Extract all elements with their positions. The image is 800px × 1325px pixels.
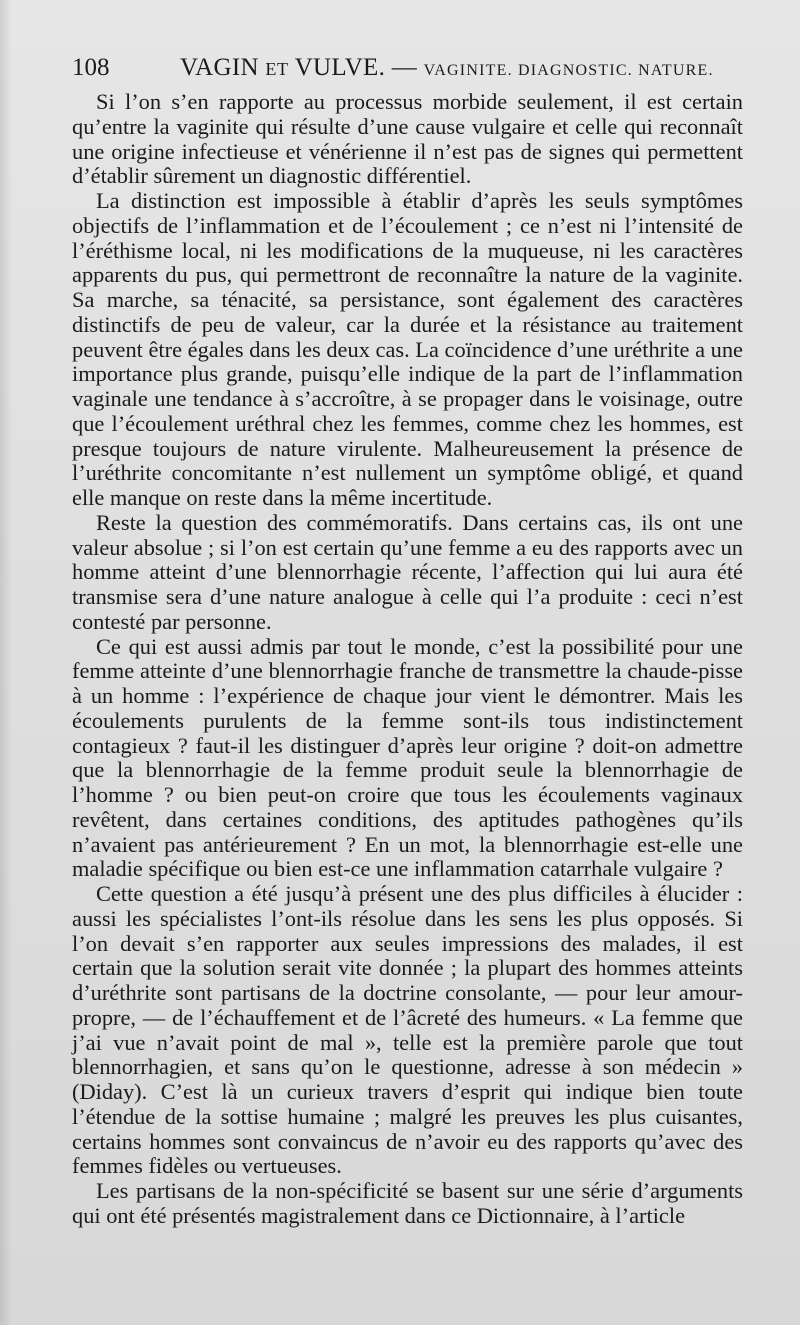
running-head-dash: —: [391, 54, 418, 81]
running-head-title-part2: VULVE.: [294, 54, 386, 81]
paragraph-3: Reste la question des commémoratifs. Dans certains cas, ils ont une valeur absolue ; si l’on est certain qu’une femme a eu des rapports avec un homme atteint d’une blennorrhagie récente, l’affection qui lui aura été transmise sera d’une nature analogue à celle qui l’a produite : ceci n’est contesté par personne.: [72, 509, 743, 634]
paragraph-5: Cette question a été jusqu’à présent une des plus difficiles à élucider : aussi les spécialistes l’ont-ils résolue dans les sens les plus opposés. Si l’on devait s’en rapporter aux seules impressions des malades, il est certain que la solution serait vite donnée ; la plupart des hommes atteints d’uréthrite sont partisans de la doctrine consolante, — pour leur amour-propre, — de l’échauffement et de l’âcreté des humeurs. « La femme que j’ai vue n’avait point de mal », telle est la première parole que tout blennorrhagien, et sans qu’on le questionne, adresse à son médecin » (Diday). C’est là un curieux travers d’esprit qui indique bien toute l’étendue de la sottise humaine ; malgré les preuves les plus cuisantes, certains hommes sont convaincus de n’avoir eu des rapports qu’avec des femmes fidèles ou vertueuses.: [72, 881, 743, 1179]
running-head-conjunction: ET: [265, 59, 289, 79]
body-text: [72, 90, 743, 1229]
running-head: [180, 54, 714, 82]
page-header: [72, 52, 760, 86]
running-head-title-part1: VAGIN: [180, 54, 259, 81]
paragraph-2: La distinction est impossible à établir d’après les seuls symptômes objectifs de l’inflammation et de l’écoulement ; ce n’est ni l’intensité de l’éréthisme local, ni les modifications de la muqueuse, ni les caractères apparents du pus, qui permettront de reconnaître la nature de la vaginite. Sa marche, sa ténacité, sa persistance, sont également des caractères distinctifs de peu de valeur, car la durée et la résistance au traitement peuvent être égales dans les deux cas. La coïncidence d’une uréthrite a une importance plus grande, puisqu’elle indique de la part de l’inflammation vaginale une tendance à s’accroître, à se propager dans le voisinage, outre que l’écoulement uréthral chez les femmes, comme chez les hommes, est presque toujours de nature virulente. Malheureusement la présence de l’uréthrite concomitante n’est nullement un symptôme obligé, et quand elle manque on reste dans la même incertitude.: [72, 188, 743, 510]
paragraph-1: Si l’on s’en rapporte au processus morbide seulement, il est certain qu’entre la vaginite qui résulte d’une cause vulgaire et celle qui reconnaît une origine infectieuse et vénérienne il n’est pas de signes qui permettent d’établir sûrement un diagnostic différentiel.: [72, 89, 743, 189]
running-head-subtitle: VAGINITE. DIAGNOSTIC. NATURE.: [423, 62, 714, 79]
paragraph-4: Ce qui est aussi admis par tout le monde, c’est la possibilité pour une femme atteinte d’une blennorrhagie franche de transmettre la chaude-pisse à un homme : l’expérience de chaque jour vient le démontrer. Mais les écoulements purulents de la femme sont-ils tous indistinctement contagieux ? faut-il les distinguer d’après leur origine ? doit-on admettre que la blennorrhagie de la femme produit seule la blennorrhagie de l’homme ? ou bien peut-on croire que tous les écoulements vaginaux revêtent, dans certaines conditions, des aptitudes pathogènes qu’ils n’avaient pas antérieurement ? En un mot, la blennorrhagie est-elle une maladie spécifique ou bien est-ce une inflammation catarrhale vulgaire ?: [72, 633, 743, 882]
page-number: 108: [72, 54, 110, 81]
paragraph-6: Les partisans de la non-spécificité se basent sur une série d’arguments qui ont été présentés magistralement dans ce Dictionnaire, à l’article: [72, 1178, 743, 1228]
